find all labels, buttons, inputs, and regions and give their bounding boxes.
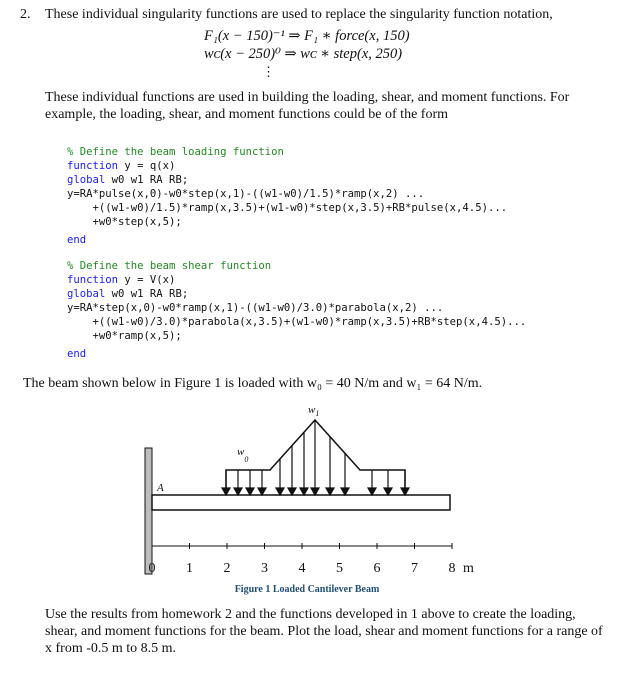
code-line: +w0*ramp(x,5); <box>67 330 182 342</box>
problem-number: 2. <box>20 7 31 22</box>
axis-tick-label: 7 <box>411 561 418 576</box>
axis-tick-label: 4 <box>298 561 306 576</box>
wall-support <box>145 448 152 574</box>
code-keyword: end <box>67 348 87 360</box>
code-block-loading <box>67 145 507 247</box>
loading-statement: The beam shown below in Figure 1 is loaded with w₀ = 40 N/m and w₁ = 64 N/m. <box>23 376 483 391</box>
code-comment: % Define the beam shear function <box>67 260 272 272</box>
axis-tick-label: 2 <box>223 561 231 576</box>
intro-paragraph: These individual functions are used in building the loading, shear, and moment functions. For example, the loading, shear, and moment functions could be of the form <box>45 90 570 122</box>
problem-intro: These individual singularity functions are used to replace the singularity function notation, <box>45 7 553 22</box>
code-keyword: global <box>67 288 106 300</box>
code-comment: % Define the beam loading function <box>67 146 284 158</box>
code-text: y = V(x) <box>118 274 176 286</box>
code-text: w0 w1 RA RB; <box>105 288 189 300</box>
code-line: y=RA*step(x,0)-w0*ramp(x,1)-((w1-w0)/3.0)*parabola(x,2) ... <box>67 302 444 314</box>
code-keyword: function <box>67 160 119 172</box>
label-w0: $w_0$ <box>237 446 249 464</box>
code-line: +((w1-w0)/1.5)*ramp(x,3.5)+(w1-w0)*step(x,3.5)+RB*pulse(x,4.5)... <box>67 202 508 214</box>
code-line: +((w1-w0)/3.0)*parabola(x,3.5)+(w1-w0)*ramp(x,3.5)+RB*step(x,4.5)... <box>67 316 527 328</box>
code-line: +w0*step(x,5); <box>67 216 182 228</box>
vertical-ellipsis: ⋮ <box>262 64 275 79</box>
axis-tick-label: 5 <box>336 561 343 576</box>
axis-ticks <box>149 543 456 576</box>
axis-tick-label: 3 <box>261 561 268 576</box>
code-text: y = q(x) <box>118 160 176 172</box>
axis-tick-label: 8 <box>448 561 456 576</box>
code-keyword: end <box>67 234 87 246</box>
equation-step: wᴄ(x − 250)⁰ ⇒ wᴄ ∗ step(x, 250) <box>204 46 403 62</box>
wall-label: A <box>157 482 164 494</box>
code-keyword: global <box>67 174 106 186</box>
code-text: w0 w1 RA RB; <box>105 174 189 186</box>
closing-paragraph: Use the results from homework 2 and the functions developed in 1 above to create the loading, shear, and moment functions for the beam. Plot the load, shear and moment functions for a range of x from -0.5 m to 8.5 m. <box>45 607 603 656</box>
label-w1: $w_1$ <box>308 404 320 418</box>
cantilever-beam-figure <box>0 398 631 603</box>
axis-tick-label: 0 <box>148 561 156 576</box>
beam <box>152 495 450 510</box>
code-block-shear <box>67 259 526 361</box>
axis-tick-label: 6 <box>373 561 381 576</box>
equation-force: F₁(x − 150)⁻¹ ⇒ F₁ ∗ force(x, 150) <box>204 28 410 44</box>
code-keyword: function <box>67 274 119 286</box>
axis-unit: m <box>463 561 474 576</box>
code-line: y=RA*pulse(x,0)-w0*step(x,1)-((w1-w0)/1.5)*ramp(x,2) ... <box>67 188 425 200</box>
axis-tick-label: 1 <box>186 561 193 576</box>
figure-caption: Figure 1 Loaded Cantilever Beam <box>234 584 380 595</box>
load-arrows <box>222 420 409 495</box>
